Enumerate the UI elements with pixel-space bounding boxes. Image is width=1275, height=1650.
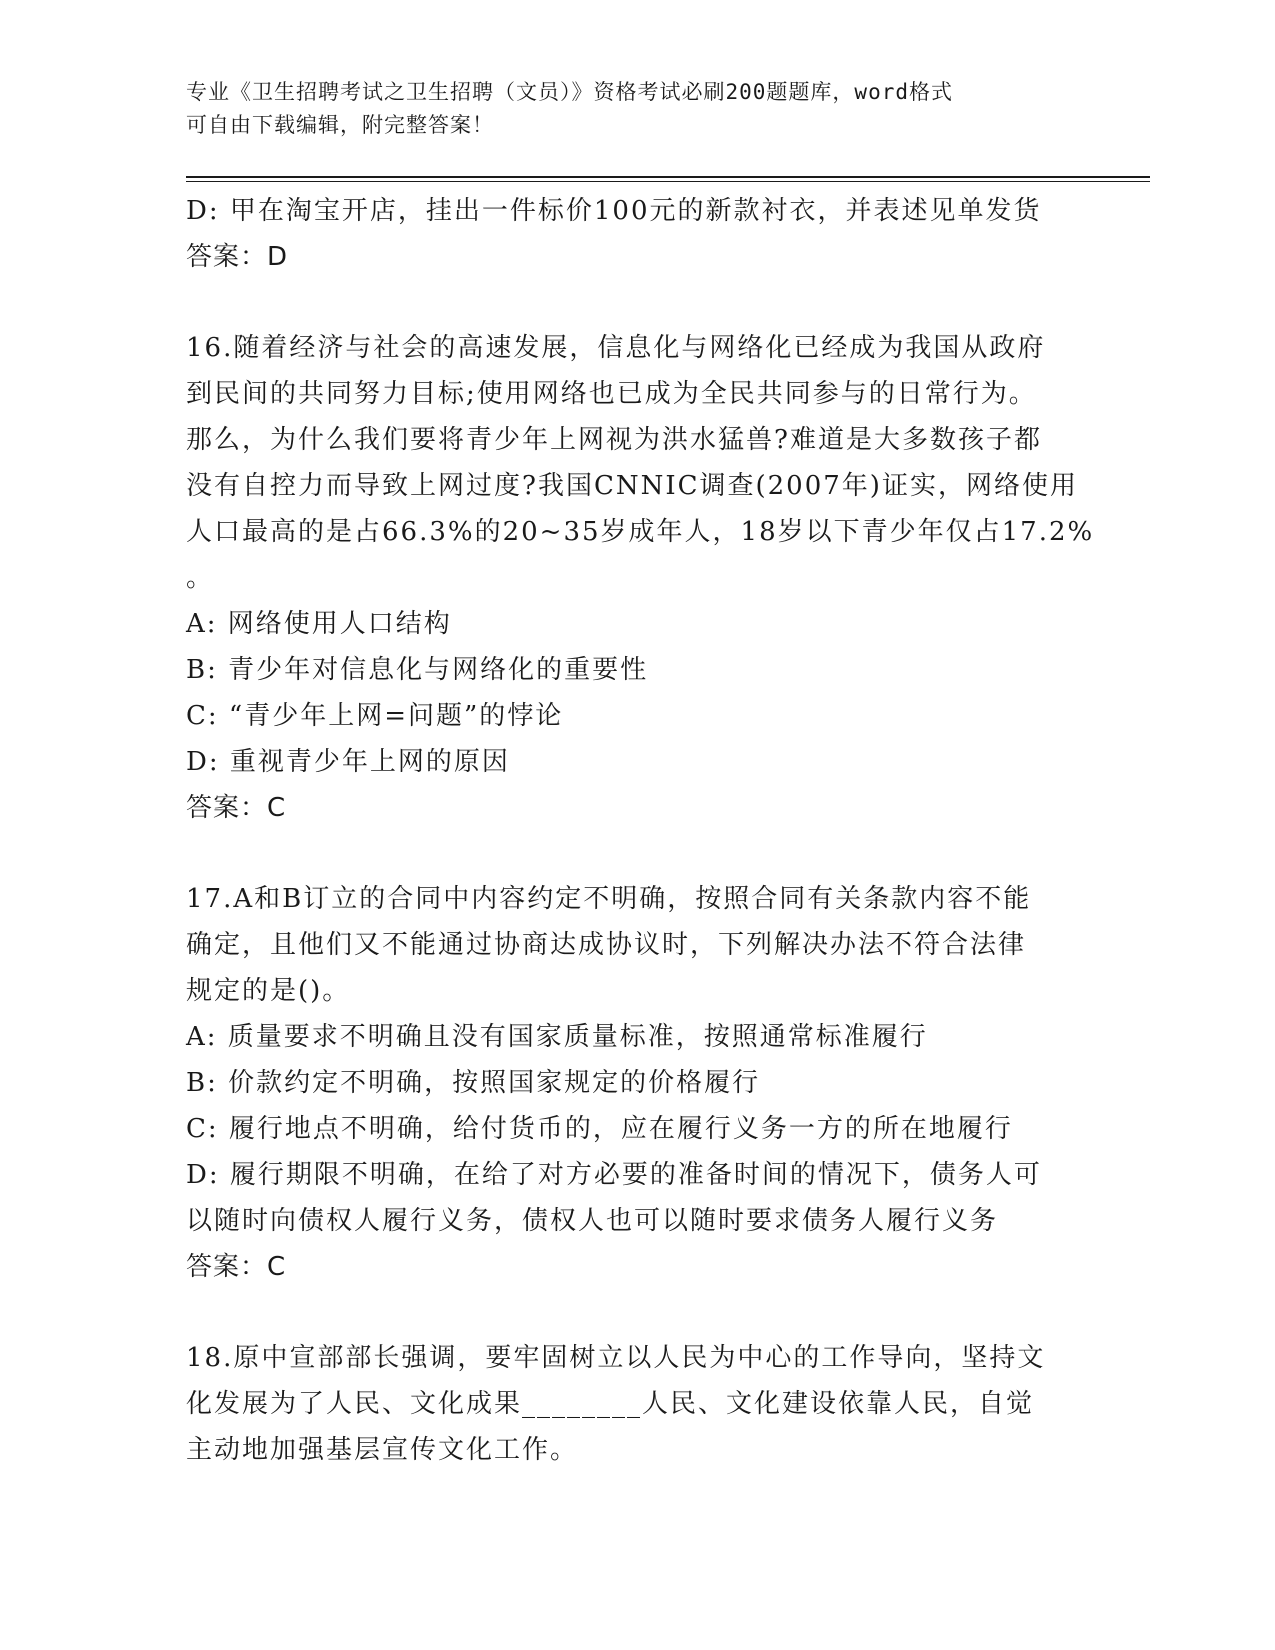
answer-label: 答案：D: [186, 242, 289, 272]
question-text-line: 。: [186, 563, 215, 593]
option-c: C: “青少年上网=问题”的悖论: [186, 701, 564, 731]
question-text-line: 17.A和B订立的合同中内容约定不明确，按照合同有关条款内容不能: [186, 884, 1032, 914]
question-text-line: 化发展为了人民、文化成果________人民、文化建设依靠人民，自觉: [186, 1389, 1035, 1419]
option-d: D: 甲在淘宝开店，挂出一件标价100元的新款衬衣，并表述见单发货: [186, 196, 1042, 226]
page-header: [186, 76, 1086, 142]
question-18: [186, 1335, 1086, 1473]
question-text-line: 没有自控力而导致上网过度?我国CNNIC调查(2007年)证实，网络使用: [186, 471, 1078, 501]
question-text-line: 到民间的共同努力目标;使用网络也已成为全民共同参与的日常行为。: [186, 379, 1037, 409]
question-text-line: 那么，为什么我们要将青少年上网视为洪水猛兽?难道是大多数孩子都: [186, 425, 1042, 455]
option-a: A: 质量要求不明确且没有国家质量标准，按照通常标准履行: [186, 1022, 928, 1052]
option-d-continued: 以随时向债权人履行义务，债权人也可以随时要求债务人履行义务: [186, 1206, 999, 1236]
header-divider-thick: [186, 176, 1150, 178]
document-body: [186, 188, 1095, 1473]
answer-label: 答案：C: [186, 1252, 287, 1282]
question-text-line: 规定的是()。: [186, 976, 351, 1006]
question-15-tail: [186, 188, 1086, 280]
option-b: B: 价款约定不明确，按照国家规定的价格履行: [186, 1068, 761, 1098]
option-a: A: 网络使用人口结构: [186, 609, 452, 639]
question-text-line: 16.随着经济与社会的高速发展，信息化与网络化已经成为我国从政府: [186, 333, 1046, 363]
header-divider-thin: [186, 181, 1150, 182]
question-text-line: 人口最高的是占66.3%的20~35岁成年人，18岁以下青少年仅占17.2%: [186, 517, 1095, 547]
answer-label: 答案：C: [186, 793, 287, 823]
option-b: B: 青少年对信息化与网络化的重要性: [186, 655, 649, 685]
question-text-line: 确定，且他们又不能通过协商达成协议时，下列解决办法不符合法律: [186, 930, 1027, 960]
question-text-line: 18.原中宣部部长强调，要牢固树立以人民为中心的工作导向，坚持文: [186, 1343, 1046, 1373]
option-d: D: 重视青少年上网的原因: [186, 747, 510, 777]
option-d: D: 履行期限不明确，在给了对方必要的准备时间的情况下，债务人可: [186, 1160, 1042, 1190]
header-line-2: 可自由下载编辑，附完整答案！: [186, 113, 494, 137]
option-c: C: 履行地点不明确，给付货币的，应在履行义务一方的所在地履行: [186, 1114, 1013, 1144]
question-text-line: 主动地加强基层宣传文化工作。: [186, 1435, 579, 1465]
header-line-1: 专业《卫生招聘考试之卫生招聘（文员）》资格考试必刷200题题库，word格式: [186, 80, 953, 104]
question-16: [186, 325, 1095, 831]
question-17: [186, 876, 1086, 1290]
